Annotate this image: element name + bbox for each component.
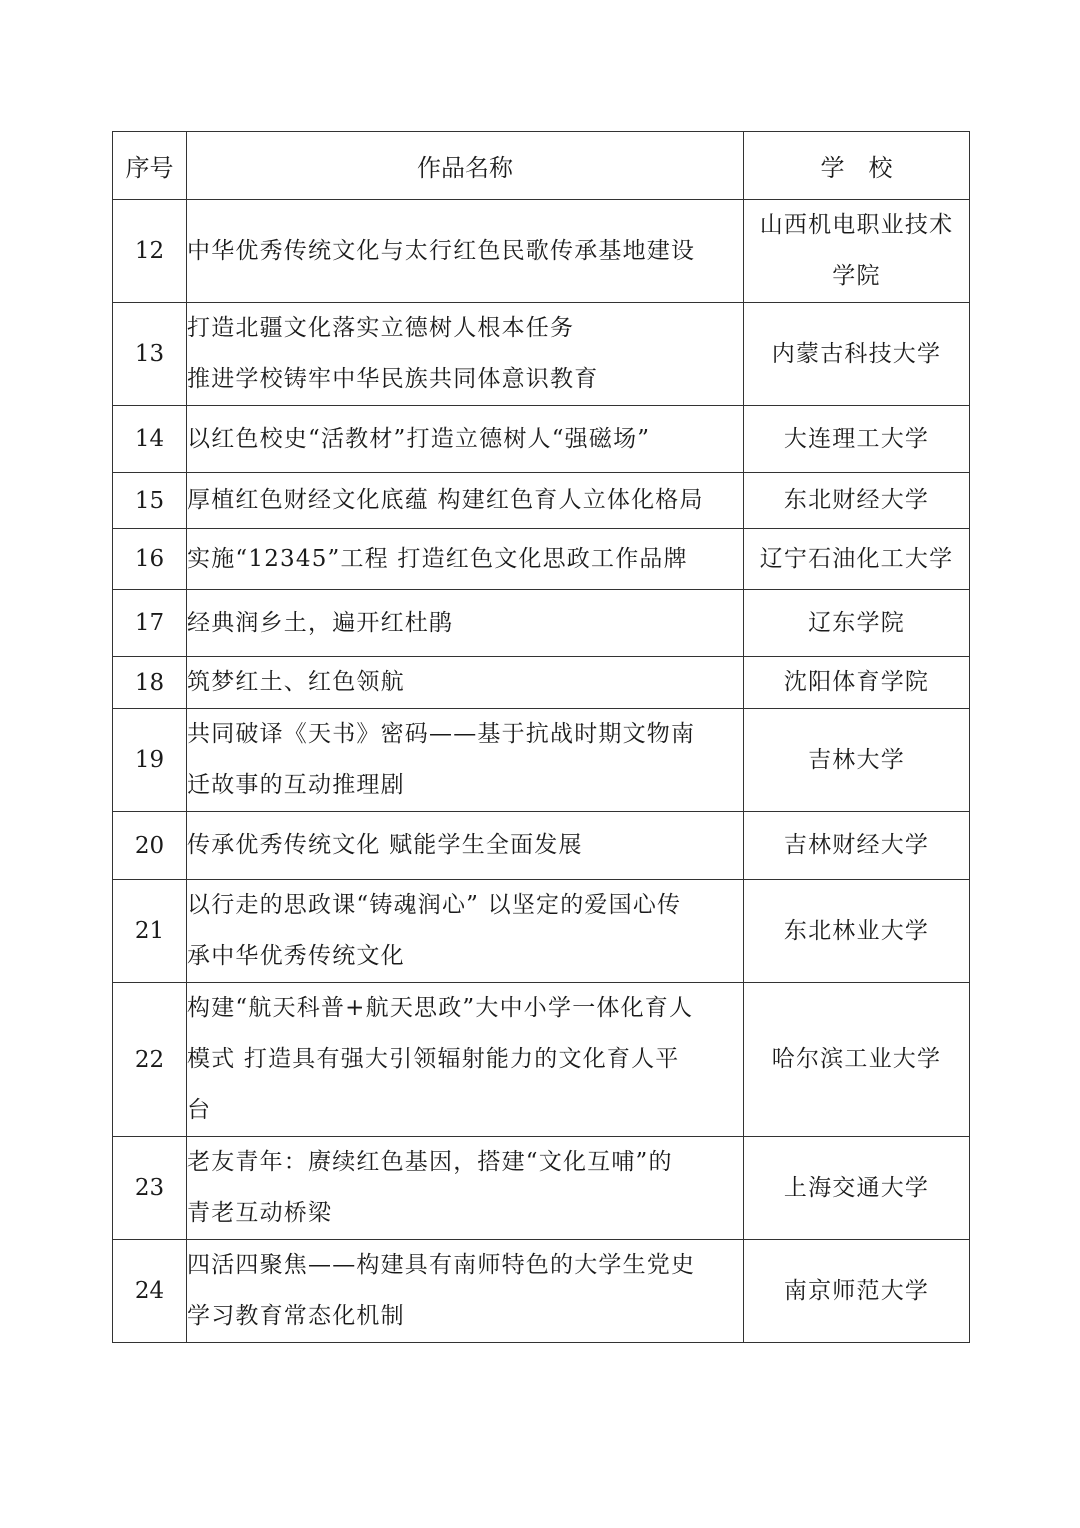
school-name [744,709,970,812]
work-title-line: 厚植红色财经文化底蕴 构建红色育人立体化格局 [187,487,704,513]
work-title-line: 共同破译《天书》密码——基于抗战时期文物南 [187,721,696,747]
work-title [187,812,744,880]
table-body [113,200,970,1343]
row-number: 21 [113,880,187,983]
table-row [113,880,970,983]
work-title-line: 老友青年：赓续红色基因，搭建“文化互哺”的 [187,1149,673,1175]
school-name-line: 辽东学院 [808,609,905,636]
row-number: 24 [113,1240,187,1343]
row-number: 14 [113,406,187,473]
work-title-line: 中华优秀传统文化与太行红色民歌传承基地建设 [187,237,696,264]
header-title: 作品名称 [187,132,744,200]
row-number: 12 [113,200,187,303]
work-title-line: 推进学校铸牢中华民族共同体意识教育 [187,366,599,392]
table-row [113,473,970,529]
row-number: 19 [113,709,187,812]
work-title-line: 迁故事的互动推理剧 [187,772,405,798]
work-title-line: 青老互动桥梁 [187,1200,333,1226]
school-name [744,1137,970,1240]
work-title [187,880,744,983]
school-name [744,406,970,473]
school-name-line: 上海交通大学 [783,1174,930,1201]
row-number: 23 [113,1137,187,1240]
work-title [187,200,744,303]
school-name [744,1240,970,1343]
table-row [113,709,970,812]
school-name-line: 沈阳体育学院 [783,669,930,695]
school-name-line: 山西机电职业技术 [759,212,954,238]
table-header-row [113,132,970,200]
table-row [113,983,970,1137]
school-name-line: 东北财经大学 [783,487,930,513]
school-name [744,529,970,590]
work-title-line: 实施“12345”工程 打造红色文化思政工作品牌 [187,545,688,572]
school-name [744,200,970,303]
table-row [113,590,970,657]
school-name [744,983,970,1137]
row-number: 20 [113,812,187,880]
row-number: 16 [113,529,187,590]
school-name-line: 吉林财经大学 [783,832,930,858]
school-name [744,812,970,880]
school-name [744,473,970,529]
school-name-line: 东北林业大学 [783,917,930,944]
school-name-line: 哈尔滨工业大学 [771,1046,942,1072]
work-title-line: 以行走的思政课“铸魂润心” 以坚定的爱国心传 [187,892,682,918]
school-name-line: 学院 [832,263,881,289]
work-title [187,473,744,529]
work-title-line: 模式 打造具有强大引领辐射能力的文化育人平 [187,1046,680,1072]
row-number: 22 [113,983,187,1137]
table-row [113,657,970,709]
work-title [187,983,744,1137]
school-name-line: 内蒙古科技大学 [771,340,942,367]
row-number: 17 [113,590,187,657]
school-name-line: 大连理工大学 [783,425,930,452]
work-title-line: 打造北疆文化落实立德树人根本任务 [187,315,575,341]
work-title [187,1240,744,1343]
work-title [187,406,744,473]
work-title [187,1137,744,1240]
table-row [113,303,970,406]
work-title-line: 经典润乡土，遍开红杜鹃 [187,609,454,636]
header-school: 学 校 [744,132,970,200]
school-name-line: 辽宁石油化工大学 [759,545,954,572]
school-name-line: 吉林大学 [808,746,905,773]
work-title-line: 四活四聚焦——构建具有南师特色的大学生党史 [187,1252,696,1278]
work-title [187,590,744,657]
row-number: 15 [113,473,187,529]
work-title-line: 筑梦红土、红色领航 [187,669,405,695]
school-name [744,590,970,657]
table-row [113,1137,970,1240]
school-name [744,303,970,406]
work-title [187,303,744,406]
table-row [113,1240,970,1343]
work-title [187,709,744,812]
work-title [187,529,744,590]
award-table [112,131,970,1343]
row-number: 13 [113,303,187,406]
work-title-line: 构建“航天科普+航天思政”大中小学一体化育人 [187,995,694,1021]
school-name-line: 南京师范大学 [783,1277,930,1304]
work-title-line: 以红色校史“活教材”打造立德树人“强磁场” [187,425,651,452]
work-title [187,657,744,709]
table-row [113,529,970,590]
work-title-line: 传承优秀传统文化 赋能学生全面发展 [187,832,583,858]
table-row [113,812,970,880]
header-num: 序号 [113,132,187,200]
work-title-line: 承中华优秀传统文化 [187,943,405,969]
table-row [113,406,970,473]
table-row [113,200,970,303]
work-title-line: 学习教育常态化机制 [187,1303,405,1329]
row-number: 18 [113,657,187,709]
school-name [744,657,970,709]
school-name [744,880,970,983]
work-title-line: 台 [187,1097,212,1123]
